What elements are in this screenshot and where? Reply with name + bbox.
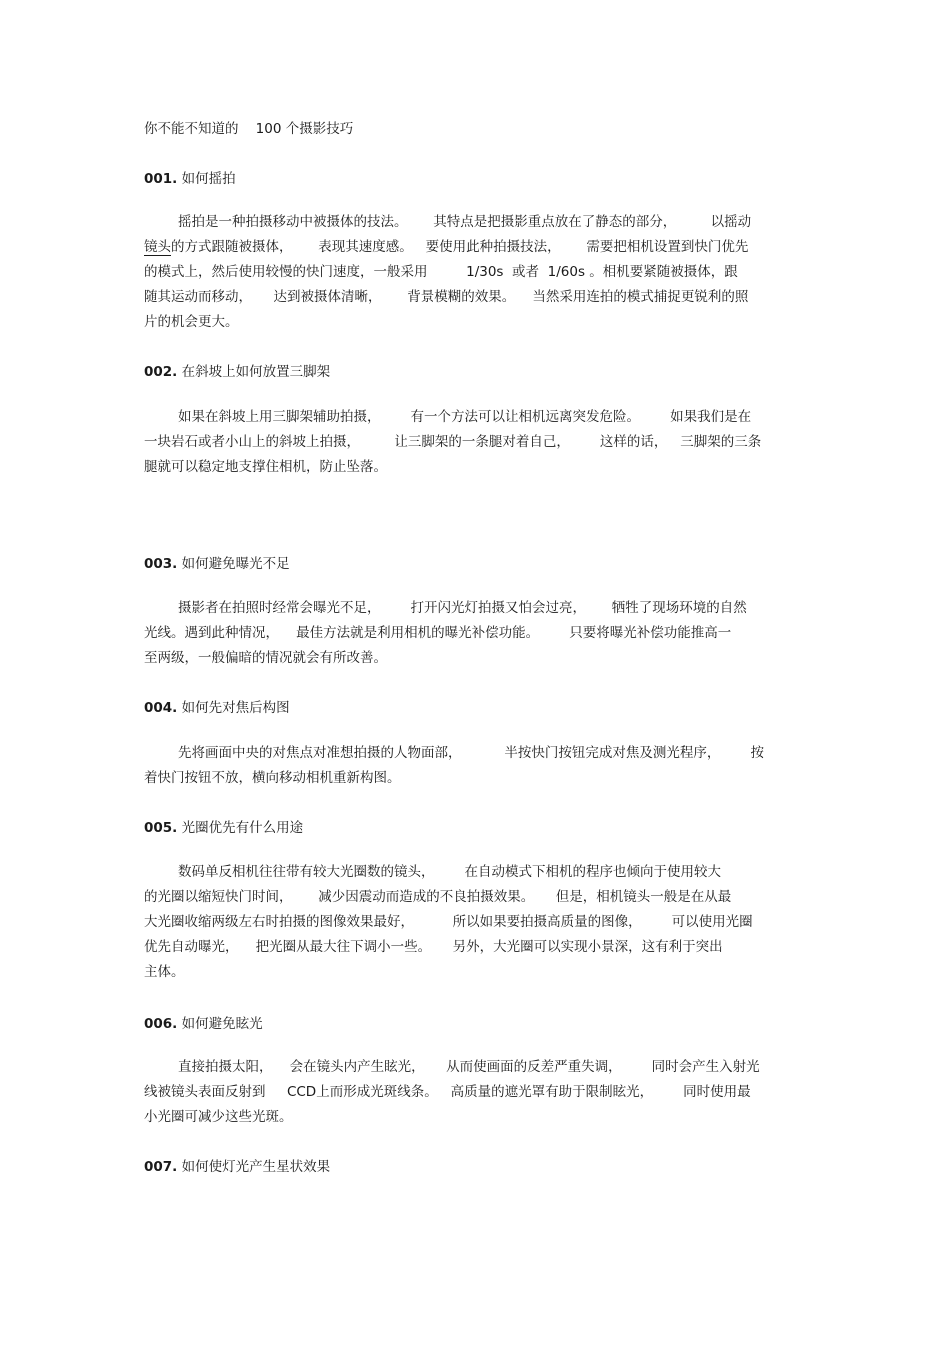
paragraph-line: 大光圈收缩两级左右时拍摄的图像效果最好， 所以如果要拍摄高质量的图像， 可以使用光圈 (144, 914, 753, 930)
paragraph-line: 至两级，一般偏暗的情况就会有所改善。 (144, 650, 387, 666)
paragraph-line: 一块岩石或者小山上的斜坡上拍摄， 让三脚架的一条腿对着自己， 这样的话， 三脚架的三条 (144, 434, 762, 450)
section-body-006 (144, 1055, 814, 1130)
section-body-004 (144, 741, 814, 791)
section-heading-004 (144, 698, 290, 718)
paragraph-line: 摄影者在拍照时经常会曝光不足， 打开闪光灯拍摄又怕会过亮， 牺牲了现场环境的自然 (178, 600, 747, 616)
paragraph-line: 的模式上，然后使用较慢的快门速度，一般采用 1/30s 或者 1/60s 。相机要紧随被摄体，跟 (144, 264, 738, 280)
section-title: 如何避免眩光 (181, 1016, 263, 1032)
paragraph-line: 随其运动而移动， 达到被摄体清晰， 背景模糊的效果。 当然采用连拍的模式捕捉更锐利的照 (144, 289, 749, 305)
section-number: 005. (144, 820, 178, 836)
section-title: 在斜坡上如何放置三脚架 (181, 364, 331, 380)
section-title: 光圈优先有什么用途 (181, 820, 304, 836)
section-heading-005 (144, 818, 303, 838)
section-number: 001. (144, 171, 178, 187)
paragraph-line: 如果在斜坡上用三脚架辅助拍摄， 有一个方法可以让相机远离突发危险。 如果我们是在 (178, 409, 752, 425)
section-number: 007. (144, 1159, 178, 1175)
paragraph-line: 片的机会更大。 (144, 314, 239, 330)
paragraph-line: 着快门按钮不放，横向移动相机重新构图。 (144, 770, 401, 786)
underlined-word[interactable]: 镜头 (144, 239, 171, 255)
section-title: 如何先对焦后构图 (181, 700, 290, 716)
paragraph-line: 小光圈可减少这些光斑。 (144, 1109, 293, 1125)
paragraph-line: 数码单反相机往往带有较大光圈数的镜头， 在自动模式下相机的程序也倾向于使用较大 (178, 864, 722, 880)
paragraph-line: 线被镜头表面反射到 CCD上而形成光斑线条。 高质量的遮光罩有助于限制眩光， 同时使用最 (144, 1084, 751, 1100)
paragraph-line: 主体。 (144, 964, 185, 980)
paragraph-line: 光线。遇到此种情况， 最佳方法就是利用相机的曝光补偿功能。 只要将曝光补偿功能推高一 (144, 625, 732, 641)
section-heading-003 (144, 554, 290, 574)
paragraph-line: 腿就可以稳定地支撑住相机，防止坠落。 (144, 459, 387, 475)
paragraph-line: 镜头的方式跟随被摄体， 表现其速度感。 要使用此种拍摄技法， 需要把相机设置到快门优先 (144, 239, 749, 255)
section-heading-002 (144, 362, 330, 382)
paragraph-line: 的光圈以缩短快门时间， 减少因震动而造成的不良拍摄效果。 但是，相机镜头一般是在从最 (144, 889, 732, 905)
section-number: 006. (144, 1016, 178, 1032)
section-title: 如何使灯光产生星状效果 (181, 1159, 331, 1175)
section-heading-006 (144, 1014, 263, 1034)
section-body-005 (144, 860, 814, 985)
section-body-001 (144, 210, 814, 335)
section-body-002 (144, 405, 814, 480)
section-number: 003. (144, 556, 178, 572)
section-number: 004. (144, 700, 178, 716)
section-number: 002. (144, 364, 178, 380)
paragraph-line: 优先自动曝光， 把光圈从最大往下调小一些。 另外，大光圈可以实现小景深，这有利于突出 (144, 939, 723, 955)
section-title: 如何摇拍 (181, 171, 236, 187)
paragraph-line: 先将画面中央的对焦点对准想拍摄的人物面部， 半按快门按钮完成对焦及测光程序， 按 (178, 745, 764, 761)
section-heading-001 (144, 169, 236, 189)
section-heading-007 (144, 1157, 330, 1177)
section-body-003 (144, 596, 814, 671)
paragraph-line: 直接拍摄太阳， 会在镜头内产生眩光， 从而使画面的反差严重失调， 同时会产生入射光 (178, 1059, 760, 1075)
section-title: 如何避免曝光不足 (181, 556, 290, 572)
paragraph-line: 摇拍是一种拍摄移动中被摄体的技法。 其特点是把摄影重点放在了静态的部分， 以摇动 (178, 214, 752, 230)
document-title: 你不能不知道的 100 个摄影技巧 (144, 121, 354, 137)
